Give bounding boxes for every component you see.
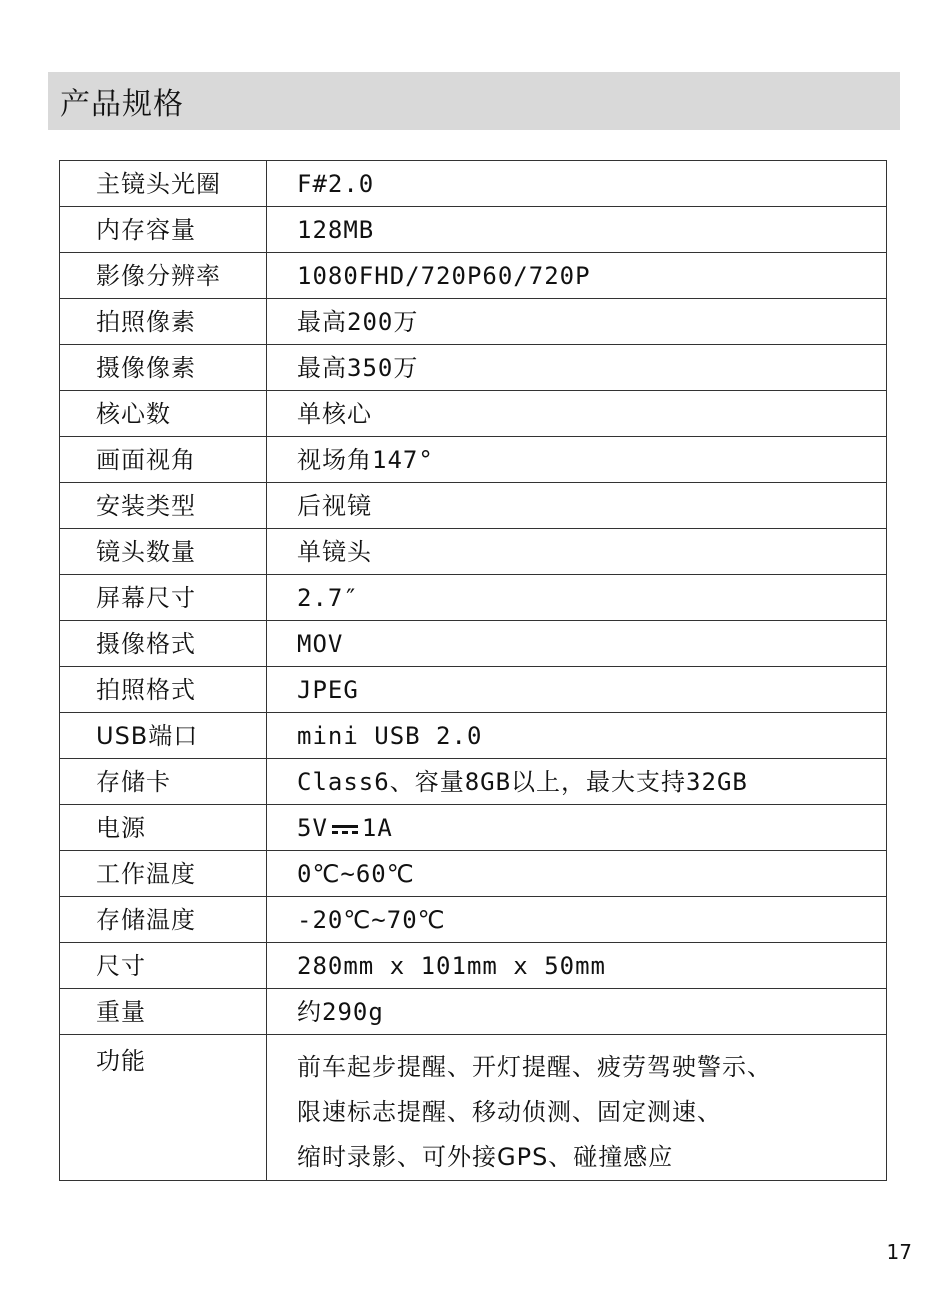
table-row	[60, 207, 887, 253]
table-row	[60, 161, 887, 207]
spec-value: 1080FHD/720P60/720P	[267, 253, 887, 299]
table-row	[60, 437, 887, 483]
spec-key: 安装类型	[60, 483, 267, 529]
dc-current-icon	[332, 822, 358, 836]
spec-value: 后视镜	[267, 483, 887, 529]
power-voltage: 5V	[297, 813, 328, 842]
power-current: 1A	[361, 813, 393, 842]
spec-key: 摄像格式	[60, 621, 267, 667]
spec-key: 功能	[60, 1035, 267, 1181]
table-row	[60, 621, 887, 667]
spec-key: 重量	[60, 989, 267, 1035]
spec-value: F#2.0	[267, 161, 887, 207]
spec-value: mini USB 2.0	[267, 713, 887, 759]
spec-key: 镜头数量	[60, 529, 267, 575]
table-row	[60, 897, 887, 943]
table-row	[60, 253, 887, 299]
spec-value: 单核心	[267, 391, 887, 437]
table-row	[60, 483, 887, 529]
table-row	[60, 851, 887, 897]
spec-value: 280mm x 101mm x 50mm	[267, 943, 887, 989]
spec-key: 影像分辨率	[60, 253, 267, 299]
spec-key: 摄像像素	[60, 345, 267, 391]
table-row	[60, 345, 887, 391]
table-row	[60, 299, 887, 345]
section-title-bar	[48, 72, 900, 130]
spec-table	[59, 160, 887, 1181]
table-row	[60, 575, 887, 621]
spec-value: MOV	[267, 621, 887, 667]
spec-value: 最高200万	[267, 299, 887, 345]
feature-line: 缩时录影、可外接GPS、碰撞感应	[297, 1143, 674, 1171]
spec-value: 单镜头	[267, 529, 887, 575]
spec-value-features	[267, 1035, 887, 1181]
table-row	[60, 989, 887, 1035]
spec-value: Class6、容量8GB以上，最大支持32GB	[267, 759, 887, 805]
spec-value-power	[267, 805, 887, 851]
spec-key: 工作温度	[60, 851, 267, 897]
table-row	[60, 667, 887, 713]
spec-value: 2.7″	[267, 575, 887, 621]
spec-key: 存储温度	[60, 897, 267, 943]
spec-value: 最高350万	[267, 345, 887, 391]
spec-value: 0℃~60℃	[267, 851, 887, 897]
table-row	[60, 529, 887, 575]
table-row	[60, 713, 887, 759]
feature-line: 限速标志提醒、移动侦测、固定测速、	[297, 1098, 722, 1126]
table-row	[60, 1035, 887, 1181]
table-row	[60, 943, 887, 989]
spec-key: 尺寸	[60, 943, 267, 989]
spec-key: 主镜头光圈	[60, 161, 267, 207]
section-title: 产品规格	[60, 87, 184, 122]
spec-value: 视场角147°	[267, 437, 887, 483]
spec-key: 画面视角	[60, 437, 267, 483]
table-row	[60, 759, 887, 805]
spec-value: 约290g	[267, 989, 887, 1035]
spec-value: 128MB	[267, 207, 887, 253]
spec-value: JPEG	[267, 667, 887, 713]
spec-key: 内存容量	[60, 207, 267, 253]
spec-key: 电源	[60, 805, 267, 851]
table-row	[60, 805, 887, 851]
spec-key: 拍照像素	[60, 299, 267, 345]
feature-line: 前车起步提醒、开灯提醒、疲劳驾驶警示、	[297, 1053, 772, 1081]
page-number: 17	[886, 1240, 912, 1264]
spec-key: 拍照格式	[60, 667, 267, 713]
table-row	[60, 391, 887, 437]
spec-key: 存储卡	[60, 759, 267, 805]
spec-key: USB端口	[60, 713, 267, 759]
spec-value: -20℃~70℃	[267, 897, 887, 943]
spec-key: 核心数	[60, 391, 267, 437]
spec-key: 屏幕尺寸	[60, 575, 267, 621]
